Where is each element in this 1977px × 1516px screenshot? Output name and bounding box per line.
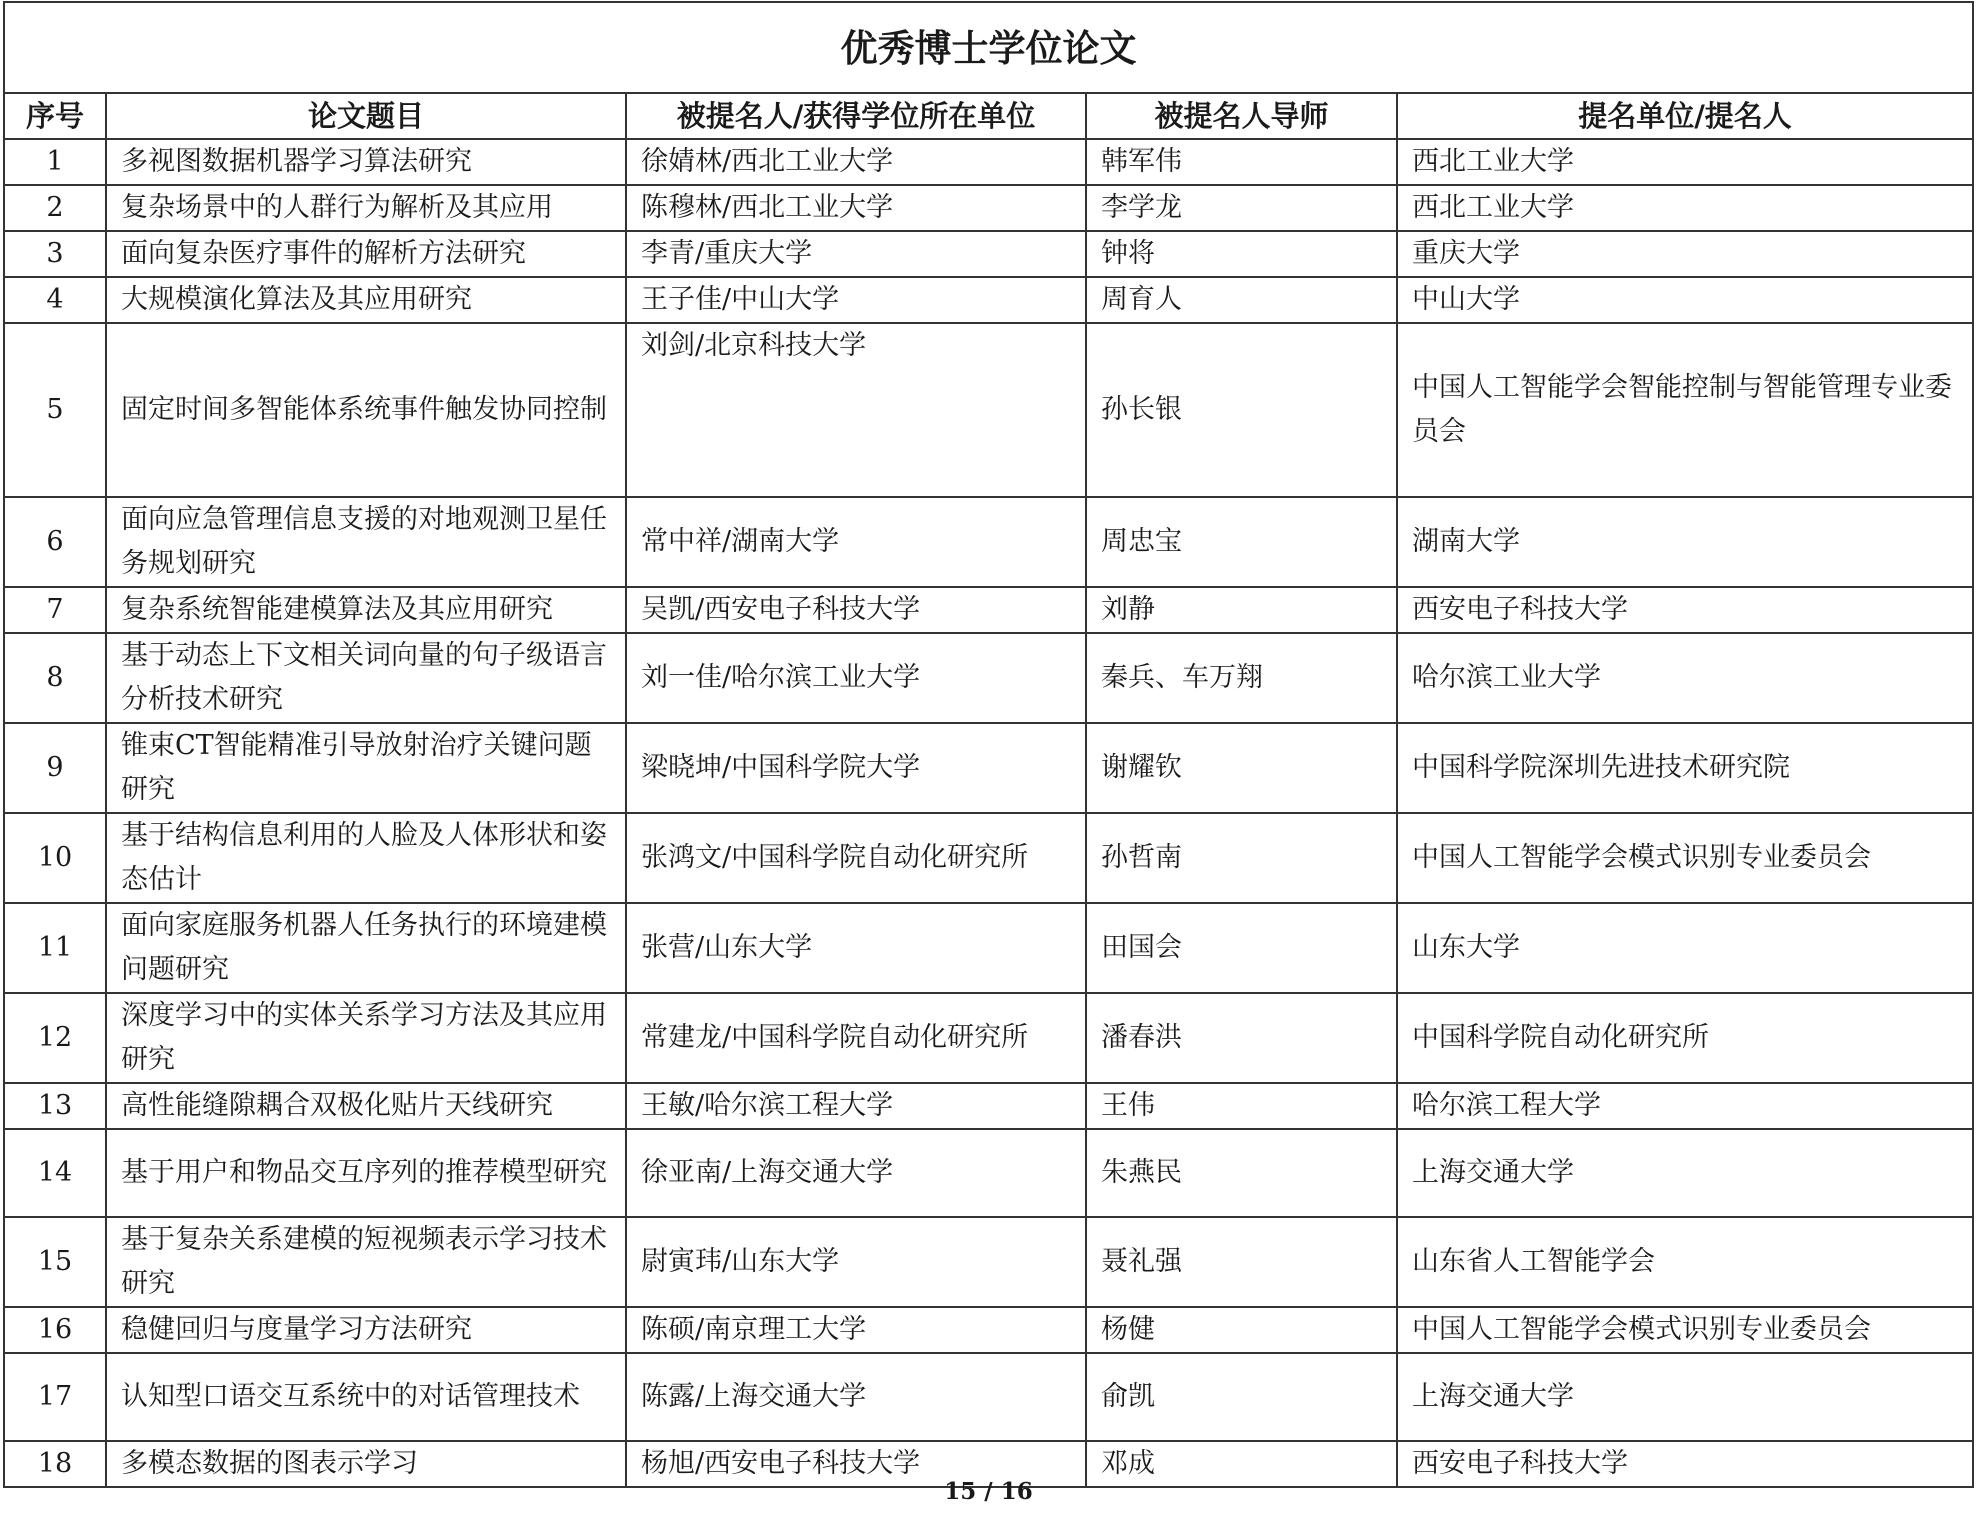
row-nominator: 中国科学院深圳先进技术研究院 (1397, 723, 1973, 813)
row-nominator: 哈尔滨工业大学 (1397, 633, 1973, 723)
table-row (4, 903, 1973, 993)
row-no: 4 (4, 277, 106, 323)
row-no: 2 (4, 185, 106, 231)
row-nominator: 西北工业大学 (1397, 185, 1973, 231)
row-advisor: 潘春洪 (1086, 993, 1397, 1083)
row-nominee: 李青/重庆大学 (626, 231, 1086, 277)
row-nominator: 上海交通大学 (1397, 1353, 1973, 1441)
row-nominee: 吴凯/西安电子科技大学 (626, 587, 1086, 633)
row-thesis-title: 基于结构信息利用的人脸及人体形状和姿态估计 (106, 813, 626, 903)
award-table (3, 1, 1974, 1488)
table-row (4, 277, 1973, 323)
row-no: 10 (4, 813, 106, 903)
row-advisor: 周育人 (1086, 277, 1397, 323)
row-nominator: 中国人工智能学会模式识别专业委员会 (1397, 1307, 1973, 1353)
row-advisor: 聂礼强 (1086, 1217, 1397, 1307)
row-no: 12 (4, 993, 106, 1083)
row-thesis-title: 锥束CT智能精准引导放射治疗关键问题研究 (106, 723, 626, 813)
row-nominee: 陈露/上海交通大学 (626, 1353, 1086, 1441)
row-advisor: 钟将 (1086, 231, 1397, 277)
table-row (4, 1129, 1973, 1217)
row-thesis-title: 大规模演化算法及其应用研究 (106, 277, 626, 323)
row-thesis-title: 稳健回归与度量学习方法研究 (106, 1307, 626, 1353)
row-nominee: 陈硕/南京理工大学 (626, 1307, 1086, 1353)
row-thesis-title: 面向复杂医疗事件的解析方法研究 (106, 231, 626, 277)
row-advisor: 邓成 (1086, 1441, 1397, 1487)
row-nominee: 陈穆林/西北工业大学 (626, 185, 1086, 231)
header-no: 序号 (4, 93, 106, 139)
row-no: 7 (4, 587, 106, 633)
row-advisor: 谢耀钦 (1086, 723, 1397, 813)
row-nominee: 张营/山东大学 (626, 903, 1086, 993)
row-advisor: 韩军伟 (1086, 139, 1397, 185)
table-row (4, 231, 1973, 277)
row-nominee: 王敏/哈尔滨工程大学 (626, 1083, 1086, 1129)
row-no: 3 (4, 231, 106, 277)
row-nominee: 常中祥/湖南大学 (626, 497, 1086, 587)
row-advisor: 杨健 (1086, 1307, 1397, 1353)
table-row (4, 813, 1973, 903)
row-advisor: 田国会 (1086, 903, 1397, 993)
row-nominator: 西安电子科技大学 (1397, 1441, 1973, 1487)
row-thesis-title: 复杂系统智能建模算法及其应用研究 (106, 587, 626, 633)
table-row (4, 1083, 1973, 1129)
row-thesis-title: 高性能缝隙耦合双极化贴片天线研究 (106, 1083, 626, 1129)
row-nominator: 中国人工智能学会智能控制与智能管理专业委员会 (1397, 323, 1973, 497)
row-nominator: 中山大学 (1397, 277, 1973, 323)
row-nominee: 张鸿文/中国科学院自动化研究所 (626, 813, 1086, 903)
row-no: 9 (4, 723, 106, 813)
row-advisor: 王伟 (1086, 1083, 1397, 1129)
award-table-sheet (3, 1, 1972, 1488)
row-nominee: 刘一佳/哈尔滨工业大学 (626, 633, 1086, 723)
row-nominator: 中国科学院自动化研究所 (1397, 993, 1973, 1083)
table-row (4, 139, 1973, 185)
row-advisor: 孙哲南 (1086, 813, 1397, 903)
header-thesis-title: 论文题目 (106, 93, 626, 139)
row-no: 5 (4, 323, 106, 497)
row-nominee: 王子佳/中山大学 (626, 277, 1086, 323)
row-no: 6 (4, 497, 106, 587)
row-nominee: 刘剑/北京科技大学 (626, 323, 1086, 497)
table-row (4, 497, 1973, 587)
row-nominator: 中国人工智能学会模式识别专业委员会 (1397, 813, 1973, 903)
table-row (4, 723, 1973, 813)
row-nominee: 徐亚南/上海交通大学 (626, 1129, 1086, 1217)
row-thesis-title: 基于复杂关系建模的短视频表示学习技术研究 (106, 1217, 626, 1307)
row-thesis-title: 深度学习中的实体关系学习方法及其应用研究 (106, 993, 626, 1083)
table-title: 优秀博士学位论文 (4, 2, 1973, 93)
table-row (4, 1217, 1973, 1307)
row-thesis-title: 复杂场景中的人群行为解析及其应用 (106, 185, 626, 231)
row-nominator: 西北工业大学 (1397, 139, 1973, 185)
row-nominator: 西安电子科技大学 (1397, 587, 1973, 633)
row-nominator: 上海交通大学 (1397, 1129, 1973, 1217)
row-no: 17 (4, 1353, 106, 1441)
row-no: 13 (4, 1083, 106, 1129)
table-row (4, 633, 1973, 723)
row-advisor: 俞凯 (1086, 1353, 1397, 1441)
row-nominee: 常建龙/中国科学院自动化研究所 (626, 993, 1086, 1083)
row-no: 15 (4, 1217, 106, 1307)
row-no: 8 (4, 633, 106, 723)
table-row (4, 185, 1973, 231)
row-no: 18 (4, 1441, 106, 1487)
row-no: 14 (4, 1129, 106, 1217)
row-thesis-title: 固定时间多智能体系统事件触发协同控制 (106, 323, 626, 497)
row-nominee: 尉寅玮/山东大学 (626, 1217, 1086, 1307)
row-no: 1 (4, 139, 106, 185)
row-advisor: 周忠宝 (1086, 497, 1397, 587)
row-thesis-title: 基于用户和物品交互序列的推荐模型研究 (106, 1129, 626, 1217)
row-thesis-title: 认知型口语交互系统中的对话管理技术 (106, 1353, 626, 1441)
row-nominee: 杨旭/西安电子科技大学 (626, 1441, 1086, 1487)
row-nominee: 徐婧林/西北工业大学 (626, 139, 1086, 185)
table-row (4, 993, 1973, 1083)
row-nominator: 重庆大学 (1397, 231, 1973, 277)
row-thesis-title: 基于动态上下文相关词向量的句子级语言分析技术研究 (106, 633, 626, 723)
row-advisor: 刘静 (1086, 587, 1397, 633)
row-nominator: 哈尔滨工程大学 (1397, 1083, 1973, 1129)
row-advisor: 李学龙 (1086, 185, 1397, 231)
row-no: 16 (4, 1307, 106, 1353)
row-advisor: 孙长银 (1086, 323, 1397, 497)
table-row (4, 1353, 1973, 1441)
row-thesis-title: 多模态数据的图表示学习 (106, 1441, 626, 1487)
row-thesis-title: 多视图数据机器学习算法研究 (106, 139, 626, 185)
row-advisor: 朱燕民 (1086, 1129, 1397, 1217)
table-row (4, 1307, 1973, 1353)
table-row (4, 587, 1973, 633)
table-row (4, 323, 1973, 497)
row-nominee: 梁晓坤/中国科学院大学 (626, 723, 1086, 813)
row-nominator: 山东省人工智能学会 (1397, 1217, 1973, 1307)
row-no: 11 (4, 903, 106, 993)
header-nominator: 提名单位/提名人 (1397, 93, 1973, 139)
row-nominator: 山东大学 (1397, 903, 1973, 993)
row-advisor: 秦兵、车万翔 (1086, 633, 1397, 723)
row-nominator: 湖南大学 (1397, 497, 1973, 587)
header-nominee: 被提名人/获得学位所在单位 (626, 93, 1086, 139)
row-thesis-title: 面向应急管理信息支援的对地观测卫星任务规划研究 (106, 497, 626, 587)
page-number: 15 / 16 (944, 1478, 1033, 1505)
row-thesis-title: 面向家庭服务机器人任务执行的环境建模问题研究 (106, 903, 626, 993)
header-advisor: 被提名人导师 (1086, 93, 1397, 139)
